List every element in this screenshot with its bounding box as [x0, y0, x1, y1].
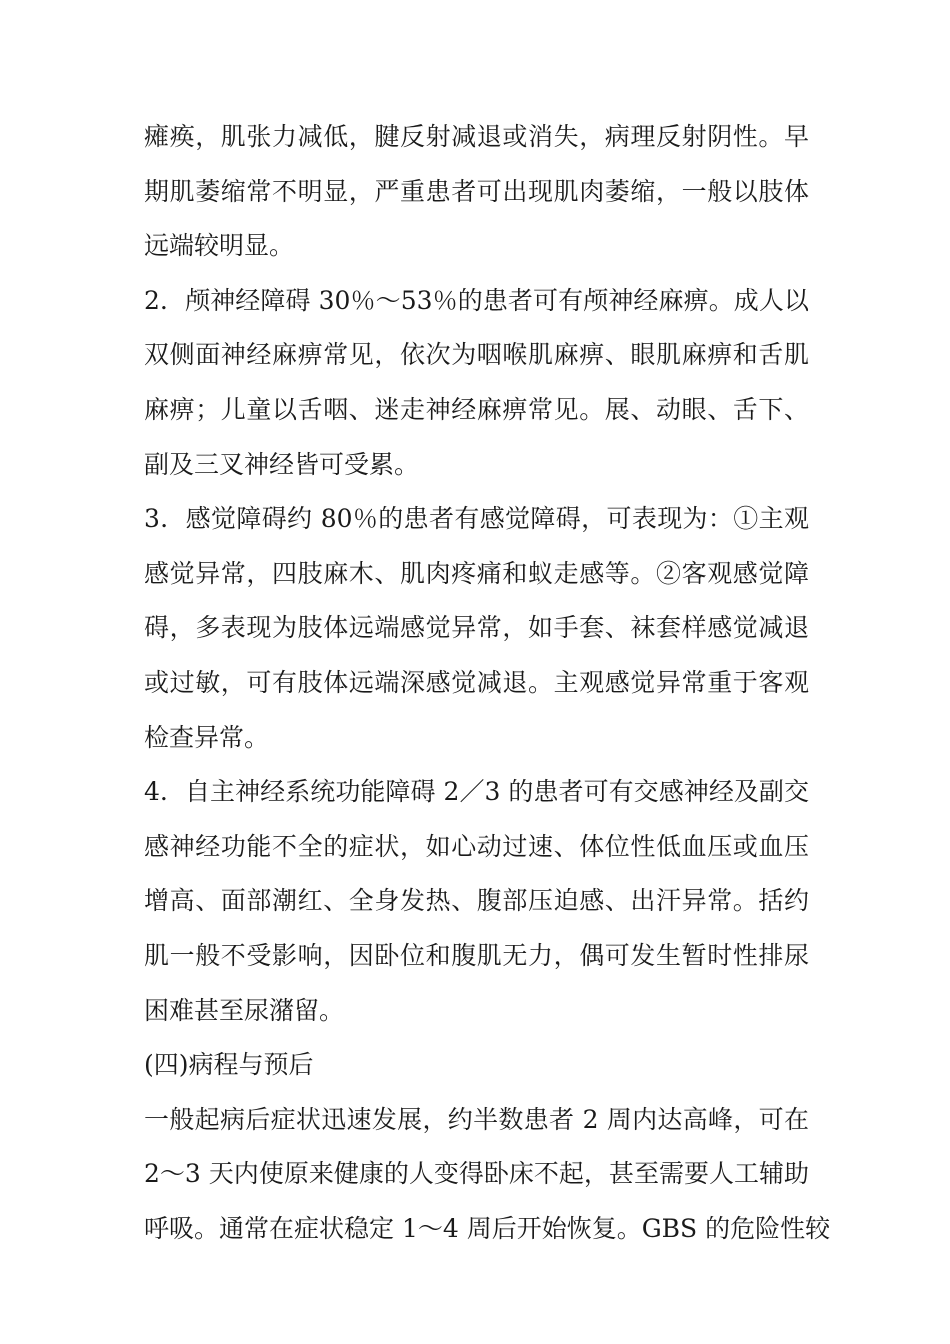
text-line: (四)病程与预后: [144, 1050, 314, 1080]
text-line: 碍，多表现为肢体远端感觉异常，如手套、袜套样感觉减退: [144, 613, 809, 643]
text-line: 期肌萎缩常不明显，严重患者可出现肌肉萎缩，一般以肢体: [144, 176, 809, 206]
text-line: 远端较明显。: [144, 231, 295, 261]
text-line: 3．感觉障碍约 80％的患者有感觉障碍，可表现为：①主观: [144, 504, 809, 534]
text-line: 2～3 天内使原来健康的人变得卧床不起，甚至需要人工辅助: [144, 1159, 809, 1189]
text-line: 麻痹；儿童以舌咽、迷走神经麻痹常见。展、动眼、舌下、: [144, 394, 809, 424]
text-line: 一般起病后症状迅速发展，约半数患者 2 周内达高峰，可在: [144, 1104, 809, 1134]
document-body: [144, 110, 831, 1256]
text-line: 检查异常。: [144, 722, 270, 752]
text-line: 或过敏，可有肢体远端深感觉减退。主观感觉异常重于客观: [144, 667, 809, 697]
text-line: 2．颅神经障碍 30％～53％的患者可有颅神经麻痹。成人以: [144, 285, 809, 315]
text-line: 副及三叉神经皆可受累。: [144, 449, 420, 479]
text-line: 困难甚至尿潴留。: [144, 995, 345, 1025]
text-line: 增高、面部潮红、全身发热、腹部压迫感、出汗异常。括约: [144, 886, 809, 916]
text-line: 肌一般不受影响，因卧位和腹肌无力，偶可发生暂时性排尿: [144, 940, 809, 970]
text-line: 4．自主神经系统功能障碍 2／3 的患者可有交感神经及副交: [144, 777, 809, 807]
text-line: 感神经功能不全的症状，如心动过速、体位性低血压或血压: [144, 831, 809, 861]
text-line: 瘫痪，肌张力减低，腱反射减退或消失，病理反射阴性。早: [144, 122, 809, 151]
text-line: 呼吸。通常在症状稳定 1～4 周后开始恢复。GBS 的危险性较: [144, 1213, 831, 1243]
text-line: 感觉异常，四肢麻木、肌肉疼痛和蚁走感等。②客观感觉障: [144, 558, 809, 588]
text-line: 双侧面神经麻痹常见，依次为咽喉肌麻痹、眼肌麻痹和舌肌: [144, 340, 809, 370]
